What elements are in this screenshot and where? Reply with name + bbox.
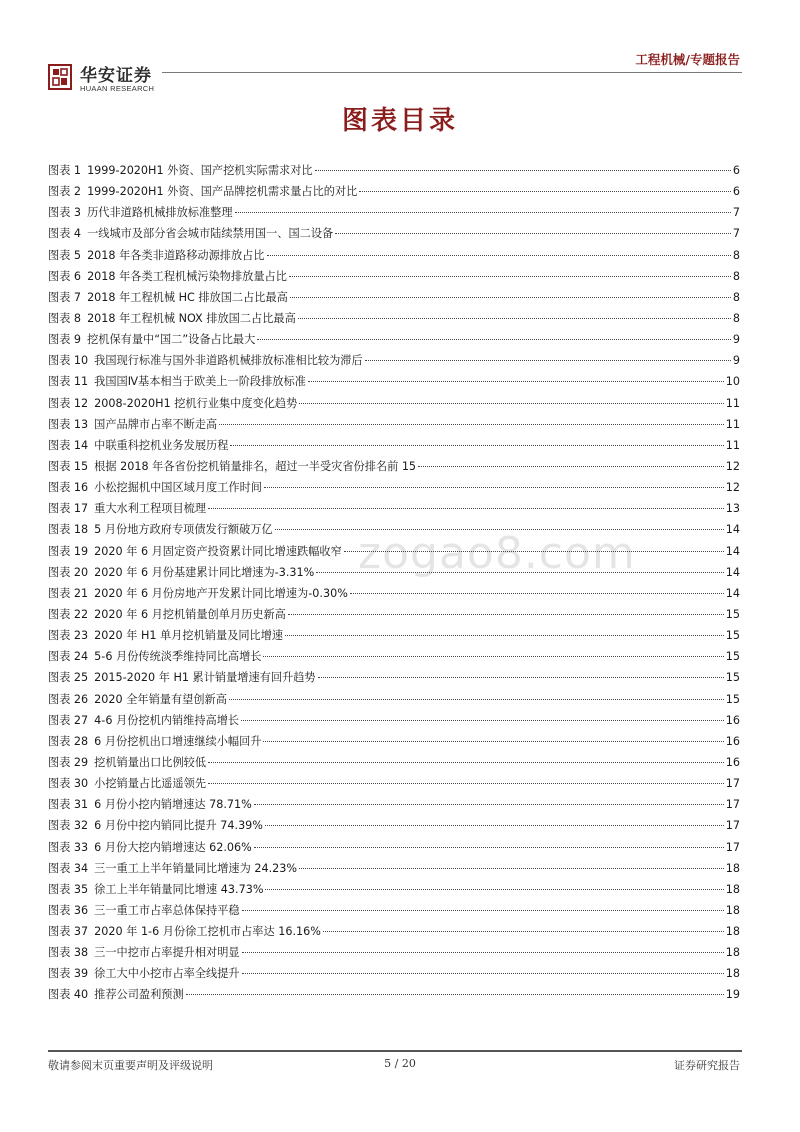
toc-entry[interactable] bbox=[48, 942, 740, 963]
toc-entry-title: 一线城市及部分省会城市陆续禁用国一、国二设备 bbox=[87, 227, 334, 241]
toc-entry[interactable] bbox=[48, 477, 740, 498]
toc-entry-title: 5-6 月份传统淡季维持同比高增长 bbox=[94, 650, 262, 664]
toc-entry-page: 7 bbox=[732, 227, 740, 241]
toc-entry-label: 图表 20 bbox=[48, 565, 89, 579]
toc-entry[interactable] bbox=[48, 837, 740, 858]
footer-divider bbox=[48, 1050, 742, 1052]
toc-entry-label: 图表 19 bbox=[48, 544, 89, 558]
toc-entry-title: 2020 年 1-6 月份徐工挖机市占率达 16.16% bbox=[94, 925, 321, 939]
toc-dot-leader bbox=[208, 762, 724, 763]
toc-entry-title: 小松挖掘机中国区域月度工作时间 bbox=[94, 481, 262, 495]
toc-entry[interactable] bbox=[48, 245, 740, 266]
toc-entry-page: 15 bbox=[725, 692, 740, 706]
toc-entry[interactable] bbox=[48, 900, 740, 921]
toc-entry-page: 8 bbox=[732, 269, 740, 283]
toc-dot-leader bbox=[285, 635, 724, 636]
toc-dot-leader bbox=[219, 424, 724, 425]
toc-entry[interactable] bbox=[48, 667, 740, 688]
toc-entry-label: 图表 14 bbox=[48, 438, 89, 452]
toc-entry-page: 17 bbox=[725, 798, 740, 812]
toc-entry[interactable] bbox=[48, 604, 740, 625]
toc-entry[interactable] bbox=[48, 308, 740, 329]
toc-dot-leader bbox=[299, 868, 724, 869]
toc-entry-label: 图表 33 bbox=[48, 840, 89, 854]
toc-entry-page: 11 bbox=[725, 417, 740, 431]
toc-dot-leader bbox=[242, 910, 724, 911]
toc-entry-page: 18 bbox=[725, 861, 740, 875]
toc-dot-leader bbox=[318, 677, 724, 678]
toc-entry-label: 图表 36 bbox=[48, 903, 89, 917]
toc-entry-label: 图表 23 bbox=[48, 629, 89, 643]
toc-entry[interactable] bbox=[48, 287, 740, 308]
toc-entry[interactable] bbox=[48, 393, 740, 414]
toc-entry-title: 三一重工市占率总体保持平稳 bbox=[94, 903, 240, 917]
huaan-logo-icon bbox=[48, 64, 72, 90]
toc-entry[interactable] bbox=[48, 456, 740, 477]
toc-entry-title: 2020 全年销量有望创新高 bbox=[94, 692, 227, 706]
toc-dot-leader bbox=[254, 804, 724, 805]
toc-entry-title: 三一中挖市占率提升相对明显 bbox=[94, 946, 240, 960]
toc-entry-title: 6 月份中挖内销同比提升 74.39% bbox=[94, 819, 263, 833]
toc-entry-page: 17 bbox=[725, 777, 740, 791]
toc-dot-leader bbox=[235, 212, 731, 213]
toc-entry-title: 2018 年各类工程机械污染物排放量占比 bbox=[87, 269, 287, 283]
toc-entry-label: 图表 32 bbox=[48, 819, 89, 833]
toc-entry[interactable] bbox=[48, 689, 740, 710]
footer-disclaimer: 敬请参阅末页重要声明及评级说明 bbox=[48, 1059, 213, 1072]
toc-entry-label: 图表 29 bbox=[48, 755, 89, 769]
toc-entry-title: 6 月份大挖内销增速达 62.06% bbox=[94, 840, 252, 854]
toc-entry-page: 6 bbox=[732, 164, 740, 177]
toc-entry-label: 图表 40 bbox=[48, 988, 89, 1002]
toc-entry-title: 推荐公司盈利预测 bbox=[94, 988, 184, 1002]
toc-entry[interactable] bbox=[48, 562, 740, 583]
toc-entry-page: 9 bbox=[732, 354, 740, 368]
toc-entry-label: 图表 30 bbox=[48, 777, 89, 791]
toc-dot-leader bbox=[241, 720, 724, 721]
toc-entry-title: 5 月份地方政府专项债发行额破万亿 bbox=[94, 523, 273, 537]
toc-entry[interactable] bbox=[48, 160, 740, 181]
toc-entry-page: 15 bbox=[725, 671, 740, 685]
toc-entry[interactable] bbox=[48, 202, 740, 223]
toc-dot-leader bbox=[335, 233, 731, 234]
toc-entry-label: 图表 21 bbox=[48, 586, 89, 600]
toc-dot-leader bbox=[208, 783, 724, 784]
toc-entry-title: 挖机销量出口比例较低 bbox=[94, 755, 207, 769]
toc-entry-page: 16 bbox=[725, 734, 740, 748]
toc-entry-page: 9 bbox=[732, 333, 740, 347]
toc-dot-leader bbox=[275, 529, 724, 530]
toc-entry-title: 2020 年 6 月固定资产投资累计同比增速跌幅收窄 bbox=[94, 544, 342, 558]
toc-dot-leader bbox=[267, 255, 731, 256]
toc-entry[interactable] bbox=[48, 414, 740, 435]
toc-entry-label: 图表 22 bbox=[48, 607, 89, 621]
toc-entry-title: 国产品牌市占率不断走高 bbox=[94, 417, 218, 431]
toc-entry[interactable] bbox=[48, 541, 740, 562]
toc-entry-label: 图表 3 bbox=[48, 206, 82, 220]
toc-entry-page: 8 bbox=[732, 290, 740, 304]
toc-entry-page: 18 bbox=[725, 967, 740, 981]
toc-entry-label: 图表 27 bbox=[48, 713, 89, 727]
toc-dot-leader bbox=[257, 339, 731, 340]
toc-dot-leader bbox=[263, 741, 723, 742]
toc-entry-title: 2018 年工程机械 HC 排放国二占比最高 bbox=[87, 290, 288, 304]
toc-entry[interactable] bbox=[48, 879, 740, 900]
toc-entry-label: 图表 34 bbox=[48, 861, 89, 875]
toc-entry[interactable] bbox=[48, 583, 740, 604]
toc-entry-label: 图表 24 bbox=[48, 650, 89, 664]
toc-dot-leader bbox=[242, 952, 724, 953]
toc-entry[interactable] bbox=[48, 519, 740, 540]
toc-entry-title: 挖机保有量中“国二”设备占比最大 bbox=[87, 333, 256, 347]
toc-dot-leader bbox=[316, 572, 723, 573]
toc-entry-title: 小挖销量占比遥遥领先 bbox=[94, 777, 207, 791]
toc-dot-leader bbox=[323, 931, 724, 932]
toc-entry[interactable] bbox=[48, 266, 740, 287]
toc-entry-page: 8 bbox=[732, 311, 740, 325]
toc-entry-label: 图表 25 bbox=[48, 671, 89, 685]
toc-entry-page: 18 bbox=[725, 925, 740, 939]
toc-dot-leader bbox=[350, 593, 724, 594]
toc-entry-label: 图表 4 bbox=[48, 227, 82, 241]
report-category: 工程机械/专题报告 bbox=[635, 52, 740, 67]
toc-entry-title: 6 月份挖机出口增速继续小幅回升 bbox=[94, 734, 262, 748]
toc-dot-leader bbox=[254, 847, 724, 848]
toc-entry-label: 图表 12 bbox=[48, 396, 89, 410]
toc-entry-label: 图表 10 bbox=[48, 354, 89, 368]
toc-entry-page: 12 bbox=[725, 459, 740, 473]
toc-entry-page: 14 bbox=[725, 586, 740, 600]
toc-entry-page: 13 bbox=[725, 502, 740, 516]
toc-entry-page: 10 bbox=[725, 375, 740, 389]
toc-entry-label: 图表 9 bbox=[48, 333, 82, 347]
page-header bbox=[0, 0, 800, 100]
toc-dot-leader bbox=[365, 360, 731, 361]
toc-entry-label: 图表 1 bbox=[48, 164, 82, 177]
toc-entry[interactable] bbox=[48, 710, 740, 731]
toc-entry[interactable] bbox=[48, 498, 740, 519]
toc-entry[interactable] bbox=[48, 815, 740, 836]
toc-entry-page: 12 bbox=[725, 481, 740, 495]
toc-entry-title: 2018 年工程机械 NOX 排放国二占比最高 bbox=[87, 311, 296, 325]
toc-entry-page: 11 bbox=[725, 396, 740, 410]
header-divider bbox=[162, 72, 742, 73]
toc-entry-label: 图表 16 bbox=[48, 481, 89, 495]
toc-entry-label: 图表 7 bbox=[48, 290, 82, 304]
toc-entry[interactable] bbox=[48, 921, 740, 942]
toc-entry-page: 19 bbox=[725, 988, 740, 1002]
toc-dot-leader bbox=[229, 699, 724, 700]
toc-entry-title: 2020 年 6 月挖机销量创单月历史新高 bbox=[94, 607, 286, 621]
toc-entry-title: 2008-2020H1 挖机行业集中度变化趋势 bbox=[94, 396, 298, 410]
toc-entry-title: 重大水利工程项目梳理 bbox=[94, 502, 207, 516]
toc-entry-page: 16 bbox=[725, 755, 740, 769]
toc-entry-title: 徐工大中小挖市占率全线提升 bbox=[94, 967, 240, 981]
toc-entry-label: 图表 35 bbox=[48, 882, 89, 896]
toc-entry-page: 16 bbox=[725, 713, 740, 727]
toc-entry-label: 图表 39 bbox=[48, 967, 89, 981]
toc-entry-title: 我国国Ⅳ基本相当于欧美上一阶段排放标准 bbox=[94, 375, 306, 389]
toc-dot-leader bbox=[344, 551, 724, 552]
toc-dot-leader bbox=[315, 170, 731, 171]
toc-entry-title: 2018 年各类非道路移动源排放占比 bbox=[87, 248, 265, 262]
toc-dot-leader bbox=[265, 825, 724, 826]
toc-entry-page: 15 bbox=[725, 629, 740, 643]
toc-entry-label: 图表 28 bbox=[48, 734, 89, 748]
toc-entry-label: 图表 6 bbox=[48, 269, 82, 283]
toc-entry-title: 三一重工上半年销量同比增速为 24.23% bbox=[94, 861, 298, 875]
toc-entry-title: 2020 年 6 月份房地产开发累计同比增速为-0.30% bbox=[94, 586, 348, 600]
toc-entry-label: 图表 37 bbox=[48, 925, 89, 939]
toc-entry-page: 7 bbox=[732, 206, 740, 220]
toc-entry[interactable] bbox=[48, 371, 740, 392]
toc-entry-page: 17 bbox=[725, 840, 740, 854]
toc-entry-label: 图表 5 bbox=[48, 248, 82, 262]
toc-dot-leader bbox=[359, 191, 731, 192]
toc-dot-leader bbox=[263, 656, 723, 657]
toc-entry[interactable] bbox=[48, 773, 740, 794]
toc-entry-title: 6 月份小挖内销增速达 78.71% bbox=[94, 798, 252, 812]
toc-entry-title: 1999-2020H1 外资、国产挖机实际需求对比 bbox=[87, 164, 313, 177]
toc-entry-page: 17 bbox=[725, 819, 740, 833]
page-title: 图表目录 bbox=[341, 106, 458, 136]
toc-entry-title: 历代非道路机械排放标准整理 bbox=[87, 206, 233, 220]
toc-entry-page: 15 bbox=[725, 607, 740, 621]
toc-entry[interactable] bbox=[48, 646, 740, 667]
toc-entry-label: 图表 17 bbox=[48, 502, 89, 516]
toc-entry-title: 1999-2020H1 外资、国产品牌挖机需求量占比的对比 bbox=[87, 185, 358, 199]
logo-english-name: HUAAN RESEARCH bbox=[80, 84, 155, 93]
footer-doc-type: 证券研究报告 bbox=[674, 1059, 740, 1072]
toc-entry-page: 8 bbox=[732, 248, 740, 262]
toc-entry-title: 徐工上半年销量同比增速 43.73% bbox=[94, 882, 264, 896]
toc-dot-leader bbox=[208, 508, 724, 509]
toc-dot-leader bbox=[418, 466, 724, 467]
toc-entry[interactable] bbox=[48, 984, 740, 1005]
toc-entry-page: 11 bbox=[725, 438, 740, 452]
toc-entry[interactable] bbox=[48, 625, 740, 646]
toc-dot-leader bbox=[298, 318, 731, 319]
watermark: zogao8.com bbox=[358, 528, 636, 579]
toc-entry[interactable] bbox=[48, 752, 740, 773]
toc-dot-leader bbox=[230, 445, 723, 446]
toc-entry-title: 4-6 月份挖机内销维持高增长 bbox=[94, 713, 240, 727]
toc-entry-title: 根据 2018 年各省份挖机销量排名，超过一半受灾省份排名前 15 bbox=[94, 459, 417, 473]
toc-dot-leader bbox=[264, 487, 724, 488]
toc-entry-page: 14 bbox=[725, 523, 740, 537]
toc-entry[interactable] bbox=[48, 963, 740, 984]
toc-dot-leader bbox=[242, 973, 724, 974]
toc-entry-page: 18 bbox=[725, 946, 740, 960]
toc-entry-page: 18 bbox=[725, 882, 740, 896]
toc-entry-title: 我国现行标准与国外非道路机械排放标准相比较为滞后 bbox=[94, 354, 363, 368]
toc-entry[interactable] bbox=[48, 858, 740, 879]
toc-entry-label: 图表 13 bbox=[48, 417, 89, 431]
toc-entry-label: 图表 2 bbox=[48, 185, 82, 199]
toc-dot-leader bbox=[288, 614, 724, 615]
toc-entry[interactable] bbox=[48, 731, 740, 752]
toc-entry-label: 图表 15 bbox=[48, 459, 89, 473]
toc-entry-title: 2015-2020 年 H1 累计销量增速有回升趋势 bbox=[94, 671, 316, 685]
toc-entry-title: 中联重科挖机业务发展历程 bbox=[94, 438, 229, 452]
toc-entry-page: 18 bbox=[725, 903, 740, 917]
toc-dot-leader bbox=[290, 297, 731, 298]
toc-dot-leader bbox=[299, 403, 723, 404]
toc-entry-label: 图表 8 bbox=[48, 311, 82, 325]
toc-entry-label: 图表 18 bbox=[48, 523, 89, 537]
toc-entry-label: 图表 26 bbox=[48, 692, 89, 706]
toc-dot-leader bbox=[308, 381, 724, 382]
toc-entry-title: 2020 年 6 月份基建累计同比增速为-3.31% bbox=[94, 565, 315, 579]
toc-dot-leader bbox=[265, 889, 723, 890]
toc-dot-leader bbox=[289, 276, 731, 277]
toc-entry-label: 图表 31 bbox=[48, 798, 89, 812]
toc-entry-label: 图表 11 bbox=[48, 375, 89, 389]
toc-entry-page: 6 bbox=[732, 185, 740, 199]
toc-entry-page: 14 bbox=[725, 544, 740, 558]
toc-dot-leader bbox=[186, 994, 724, 995]
page-indicator: 5 / 20 bbox=[384, 1057, 416, 1070]
toc-entry[interactable] bbox=[48, 794, 740, 815]
toc-entry[interactable] bbox=[48, 350, 740, 371]
toc-entry[interactable] bbox=[48, 435, 740, 456]
toc-entry[interactable] bbox=[48, 329, 740, 350]
toc-entry-page: 14 bbox=[725, 565, 740, 579]
toc-entry[interactable] bbox=[48, 181, 740, 202]
toc-entry[interactable] bbox=[48, 223, 740, 244]
toc-entry-title: 2020 年 H1 单月挖机销量及同比增速 bbox=[94, 629, 284, 643]
figure-table-of-contents bbox=[48, 160, 740, 1006]
toc-entry-label: 图表 38 bbox=[48, 946, 89, 960]
logo-chinese-name: 华安证券 bbox=[80, 66, 152, 86]
toc-entry-page: 15 bbox=[725, 650, 740, 664]
